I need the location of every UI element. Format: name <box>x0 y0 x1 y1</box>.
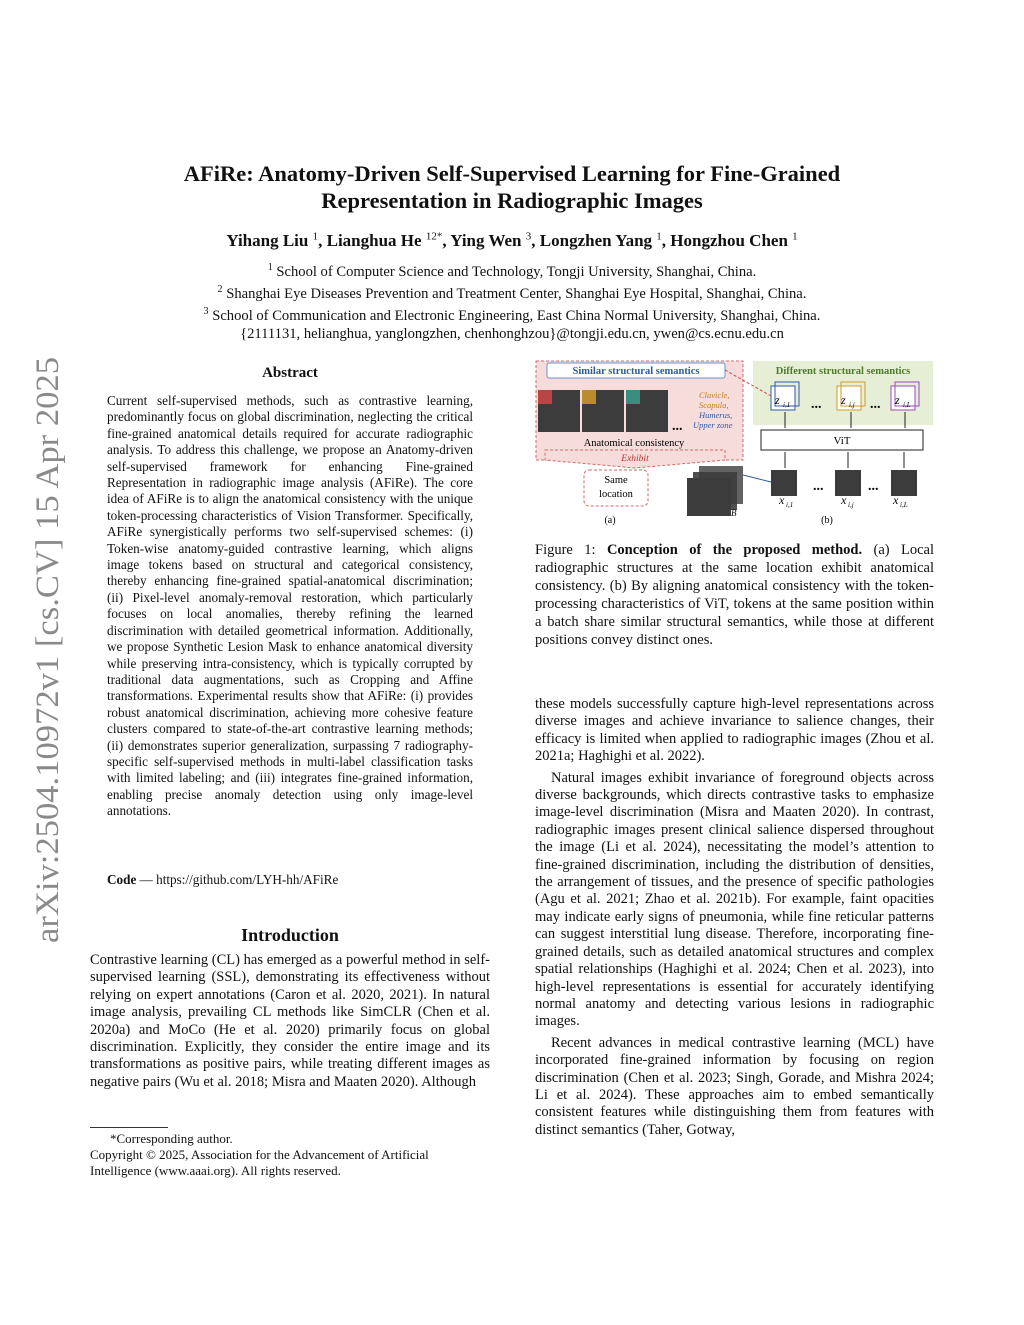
footnote <box>90 1131 490 1179</box>
svg-text:...: ... <box>813 479 824 494</box>
arxiv-id: arXiv:2504.10972v1 [cs.CV] 15 Apr 2025 <box>30 383 66 943</box>
title-line-2: Representation in Radiographic Images <box>321 188 703 213</box>
right-paragraph-2: Natural images exhibit invariance of foreground objects across diverse backgrounds, which directs contrastive tasks to emphasize image-level discrimination (Misra and Maaten 2020). In contrast, radiographic images present clinical salience dispersed throughout the image (Li et al. 2024), necessitating the model’s attention to fine-grained discrimination, including the distribution of densities, the arrangement of tissues, and the presence of specific pathologies (Agu et al. 2021; Zhao et al. 2021b). For example, faint opacities may indicate early signs of pneumonia, while fine reticular patterns can suggest interstitial lung disease. Therefore, incorporating fine-grained details, such as detailed anatomical structures and complex spatial relationships (Haghighi et al. 2024; Chen et al. 2023), into high-level representations is essential for accurately identifying normal anatomy and detecting various lesions in radiographic images. <box>535 769 934 1030</box>
affiliations <box>90 259 934 343</box>
author-5: Hongzhou Chen $^1$ <box>670 230 798 250</box>
paper-title <box>90 160 934 214</box>
introduction-heading: Introduction <box>241 925 339 945</box>
different-label: Different structural semantics <box>775 366 911 377</box>
svg-text:x: x <box>841 493 847 507</box>
svg-text:...: ... <box>672 419 683 434</box>
affiliation-2: $^2$ Shanghai Eye Diseases Prevention and Treatment Center, Shanghai Eye Hospital, Shanghai, China. <box>217 283 807 302</box>
panel-a-label: (a) <box>604 515 616 526</box>
caption-text: (a) Local radiographic structures at the same location exhibit anatomical consistency. (b) By aligning anatomical consistency with the token-processing characteristics of ViT, tokens at the same position within a batch share similar structural semantics, while those at different positions convey distinct ones. <box>535 542 934 648</box>
svg-text:Same: Same <box>604 475 628 486</box>
author-2: Lianghua He $^{12*}$, <box>326 230 451 250</box>
svg-text:i,j: i,j <box>848 501 854 509</box>
similar-label: Similar structural semantics <box>572 366 700 377</box>
svg-text:location: location <box>599 489 633 500</box>
affiliation-3: $^3$ School of Communication and Electronic Engineering, East China Normal University, Shanghai, China. <box>203 305 821 324</box>
figure-1-diagram <box>535 360 934 528</box>
author-3: Ying Wen $^3$, <box>450 230 540 250</box>
right-column-text <box>535 696 934 1139</box>
abstract-body: Current self-supervised methods, such as contrastive learning, predominantly focus on global discrimination, neglecting the critical fine-grained anatomical details required for accurate radiographic analysis. To address this challenge, we propose an Anatomy-driven self-supervised framework for enhancing Fine-grained Representation in radiographic image analysis (AFiRe). The core idea of AFiRe is to align the anatomical consistency with the unique token-processing characteristics of Vision Transformer. Specifically, AFiRe synergistically performs two self-supervised schemes: (i) Token-wise anatomy-guided contrastive learning, which aligns image tokens based on structural and categorical consistency, thereby enhancing fine-grained spatial-anatomical discrimination; (ii) Pixel-level anomaly-removal restoration, which particularly focuses on local anomalies, thereby refining the learned discrimination with detailed geometrical information. Additionally, we propose Synthetic Lesion Mask to enhance anatomical diversity while preserving intra-consistency, which is typically corrupted by traditional data augmentations, such as Cropping and Affine transformations. Experimental results show that AFiRe: (i) provides robust anatomical discrimination, achieving more cohesive feature clusters compared to state-of-the-art contrastive learning methods; (ii) demonstrates superior generalization, surpassing 7 radiography-specific self-supervised methods in multi-label classification tasks with limited labeling; and (iii) integrates fine-grained information, enabling precise anomaly detection using only image-level annotations. <box>107 393 473 819</box>
exhibit-label: Exhibit <box>621 454 649 464</box>
svg-text:i,1: i,1 <box>786 501 794 509</box>
vit-label: ViT <box>833 435 851 447</box>
structure-clavicle: Clavicle, <box>699 390 730 400</box>
code-url[interactable]: https://github.com/LYH-hh/AFiRe <box>156 872 339 887</box>
caption-bold: Conception of the proposed method. <box>606 542 863 558</box>
figure-1 <box>535 360 934 528</box>
panel-b-label: (b) <box>821 515 833 526</box>
author-list <box>90 230 934 251</box>
svg-text:i,L: i,L <box>900 501 908 509</box>
patch-xj <box>835 470 861 496</box>
svg-text:x: x <box>893 493 899 507</box>
caption-label: Figure 1: <box>535 542 596 558</box>
footnote-rule <box>90 1127 168 1128</box>
author-1: Yihang Liu $^1$, <box>226 230 327 250</box>
svg-text:i,1: i,1 <box>783 401 791 409</box>
svg-text:i,j: i,j <box>849 401 855 409</box>
affiliation-1: $^1$ School of Computer Science and Technology, Tongji University, Shanghai, China. <box>267 262 757 280</box>
author-4: Longzhen Yang $^1$, <box>539 230 671 250</box>
structure-upper-zone: Upper zone <box>693 420 733 430</box>
anatomical-label: Anatomical consistency <box>583 438 685 449</box>
right-paragraph-1: these models successfully capture high-level representations across diverse images and achieve invariance to salience changes, their efficacy is limited when applied to radiographic images (Zhou et al. 2021a; Haghighi et al. 2022). <box>535 696 934 765</box>
svg-text:...: ... <box>868 479 879 494</box>
corresponding-author-note: *Corresponding author. <box>110 1131 233 1146</box>
arxiv-stamp <box>10 355 74 945</box>
figure-1-caption <box>535 541 934 649</box>
author-emails[interactable]: {2111131, helianghua, yanglongzhen, chenhonghzou}@tongji.edu.cn, ywen@cs.ecnu.edu.cn <box>240 325 784 342</box>
structure-scapula: Scapula, <box>699 400 729 410</box>
svg-text:z: z <box>895 393 900 407</box>
intro-left-paragraph: Contrastive learning (CL) has emerged as a powerful method in self-supervised learning (SSL), demonstrating its effectiveness without relying on expert annotations (Caron et al. 2020, 2021). In natural image analysis, prevailing CL methods like SimCLR (Chen et al. 2020a) and MoCo (He et al. 2020) primarily focus on global discrimination. Explicitly, they consider the entire image and its transformations as positive pairs, while treating different images as negative pairs (Wu et al. 2018; Misra and Maaten 2020). Although <box>90 952 490 1090</box>
code-link-line: Code — https://github.com/LYH-hh/AFiRe <box>107 872 339 887</box>
code-label: Code <box>107 872 137 887</box>
copyright-note: Copyright © 2025, Association for the Advancement of Artificial Intelligence (www.aaai.org). All rights reserved. <box>90 1147 429 1178</box>
svg-text:i,L: i,L <box>903 401 911 409</box>
svg-text:B: B <box>731 508 737 518</box>
svg-text:z: z <box>775 393 780 407</box>
right-paragraph-3: Recent advances in medical contrastive learning (MCL) have incorporated fine-grained information by focusing on region discrimination (Chen et al. 2023; Singh, Gorade, and Mishra 2024; Li et al. 2024). These approaches aim to embed semantically consistent features while distinguishing them from features with distinct semantics (Taher, Gotway, <box>535 1034 934 1138</box>
svg-text:x: x <box>779 493 785 507</box>
structure-humerus: Humerus, <box>699 410 733 420</box>
svg-text:...: ... <box>811 397 822 412</box>
xray-stack-3 <box>699 466 743 504</box>
svg-text:z: z <box>841 393 846 407</box>
abstract-heading: Abstract <box>262 365 318 381</box>
svg-text:...: ... <box>870 397 881 412</box>
title-line-1: AFiRe: Anatomy-Driven Self-Supervised Learning for Fine-Grained <box>183 161 841 186</box>
